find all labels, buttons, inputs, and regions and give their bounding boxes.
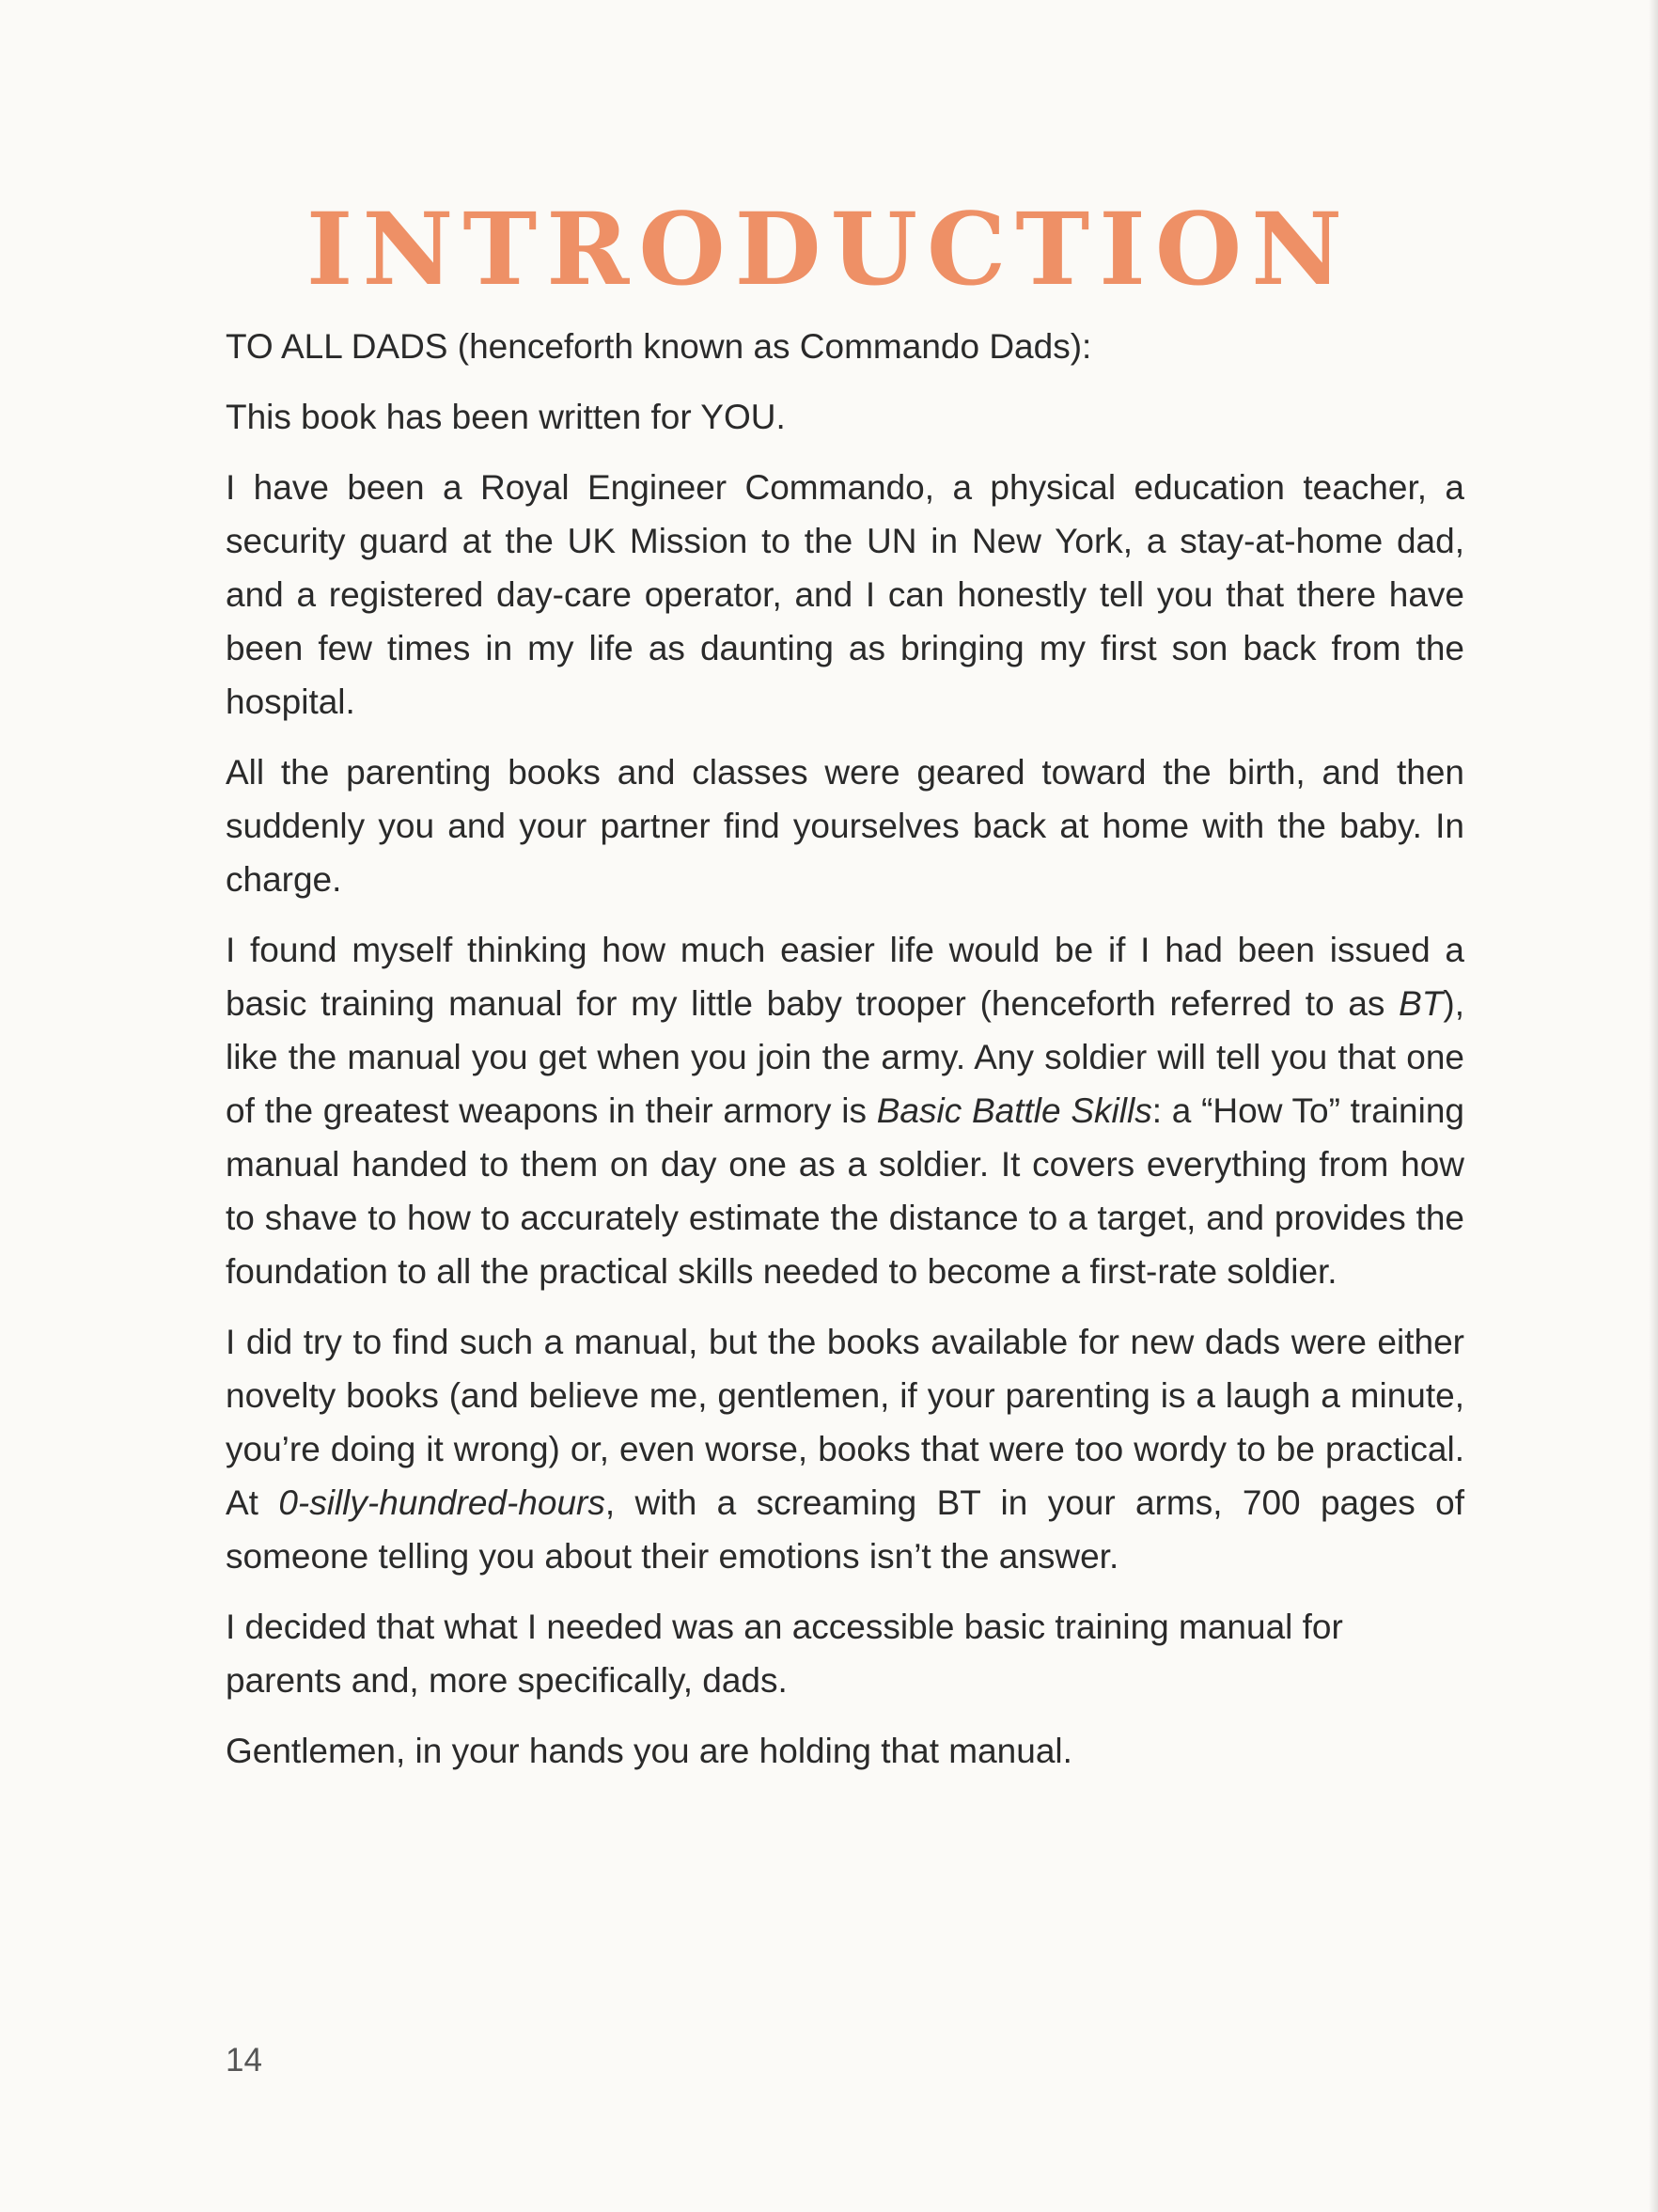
parenting-books-paragraph: All the parenting books and classes were geared toward the birth, and then suddenly you and your partner find yourselves back at home with the baby. In charge. (226, 753, 1464, 899)
training-manual-text-3: : a “How To” training manual handed to them on day one as a soldier. It covers everything from how to shave to how to accurately estimate the distance to a target, and provides the foundation to all the practical skills needed to become a first-rate soldier. (226, 1091, 1464, 1291)
closing-paragraph: Gentlemen, in your hands you are holding that manual. (226, 1732, 1072, 1770)
background-paragraph: I have been a Royal Engineer Commando, a physical education teacher, a security guard at the UK Mission to the UN in New York, a stay-at-home dad, and a registered day-care operator, and I can honestly tell you that there have been few times in my life as daunting as bringing my first son back from the hospital. (226, 468, 1464, 721)
training-manual-text-2: ), like the manual you get when you join the army. Any soldier will tell you that one of the greatest weapons in their armory is (226, 984, 1464, 1130)
basic-battle-skills-title: Basic Battle Skills (876, 1091, 1152, 1130)
bt-abbreviation: BT (1399, 984, 1444, 1023)
dedication-paragraph: This book has been written for YOU. (226, 398, 786, 436)
body-text (226, 320, 1464, 1795)
decision-paragraph: I decided that what I needed was an accessible basic training manual for parents and, more specifically, dads. (226, 1608, 1343, 1700)
page-edge-shadow (1649, 0, 1658, 2212)
search-paragraph (226, 1315, 1464, 1583)
training-manual-text-1: I found myself thinking how much easier life would be if I had been issued a basic training manual for my little baby trooper (henceforth referred to as (226, 931, 1464, 1023)
salutation-paragraph: TO ALL DADS (henceforth known as Commando Dads): (226, 327, 1092, 366)
search-text-1: I did try to find such a manual, but the books available for new dads were either novelty books (and believe me, gentlemen, if your parenting is a laugh a minute, you’re doing it wrong) or, even worse, books that were too wordy to be practical. At (226, 1323, 1464, 1522)
search-text-2: , with a screaming BT in your arms, 700 pages of someone telling you about their emotions isn’t the answer. (226, 1483, 1464, 1576)
training-manual-paragraph (226, 923, 1464, 1298)
page-number: 14 (226, 2042, 262, 2079)
chapter-heading: INTRODUCTION (305, 190, 1353, 307)
silly-hours-phrase: 0-silly-hundred-hours (278, 1483, 605, 1522)
